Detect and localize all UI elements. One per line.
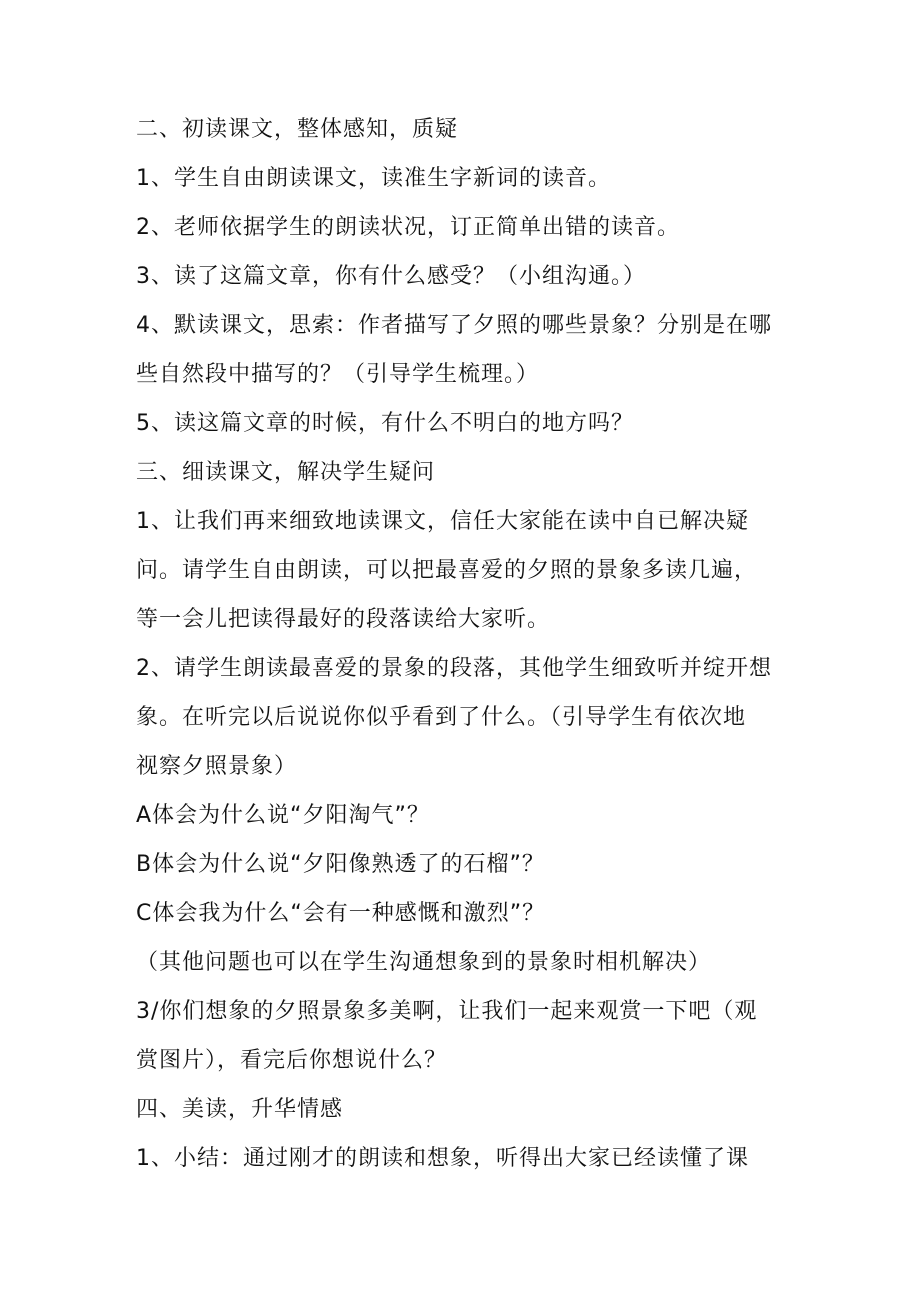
document-body <box>136 110 786 1188</box>
section-heading-3: 三、细读课文，解决学生疑问 <box>136 460 436 485</box>
text-line: 2、请学生朗读最喜爱的景象的段落，其他学生细致听并绽开想 <box>136 656 772 681</box>
text-line: 视察夕照景象） <box>136 754 298 779</box>
text-line: 象。在听完以后说说你似乎看到了什么。（引导学生有依次地 <box>136 705 747 730</box>
text-line: 5、读这篇文章的时候，有什么不明白的地方吗？ <box>136 411 634 436</box>
text-line: C体会我为什么“会有一种感慨和激烈”？ <box>136 901 546 926</box>
text-line: （其他问题也可以在学生沟通想象到的景象时相机解决） <box>136 950 712 975</box>
text-line: 2、老师依据学生的朗读状况，订正简单出错的读音。 <box>136 215 680 240</box>
text-line: 3/你们想象的夕照景象多美啊，让我们一起来观赏一下吧（观 <box>136 999 758 1024</box>
text-line: 些自然段中描写的？（引导学生梳理。） <box>136 362 540 387</box>
text-line: 等一会儿把读得最好的段落读给大家听。 <box>136 607 551 632</box>
section-heading-4: 四、美读，升华情感 <box>136 1097 344 1122</box>
text-line: 问。请学生自由朗读，可以把最喜爱的夕照的景象多读几遍， <box>136 558 758 583</box>
text-line: 1、让我们再来细致地读课文，信任大家能在读中自已解决疑 <box>136 509 749 534</box>
text-line: 4、默读课文，思索：作者描写了夕照的哪些景象？分别是在哪 <box>136 313 772 338</box>
text-line: 3、读了这篇文章，你有什么感受？（小组沟通。） <box>136 264 646 289</box>
text-line: 1、学生自由朗读课文，读准生字新词的读音。 <box>136 166 611 191</box>
text-line: 赏图片），看完后你想说什么？ <box>136 1048 448 1073</box>
section-heading-2: 二、初读课文，整体感知，质疑 <box>136 117 459 142</box>
text-line: A体会为什么说“夕阳淘气”？ <box>136 803 430 828</box>
text-line: B体会为什么说“夕阳像熟透了的石榴”？ <box>136 852 545 877</box>
text-line: 1、小结：通过刚才的朗读和想象，听得出大家已经读懂了课 <box>136 1146 749 1171</box>
